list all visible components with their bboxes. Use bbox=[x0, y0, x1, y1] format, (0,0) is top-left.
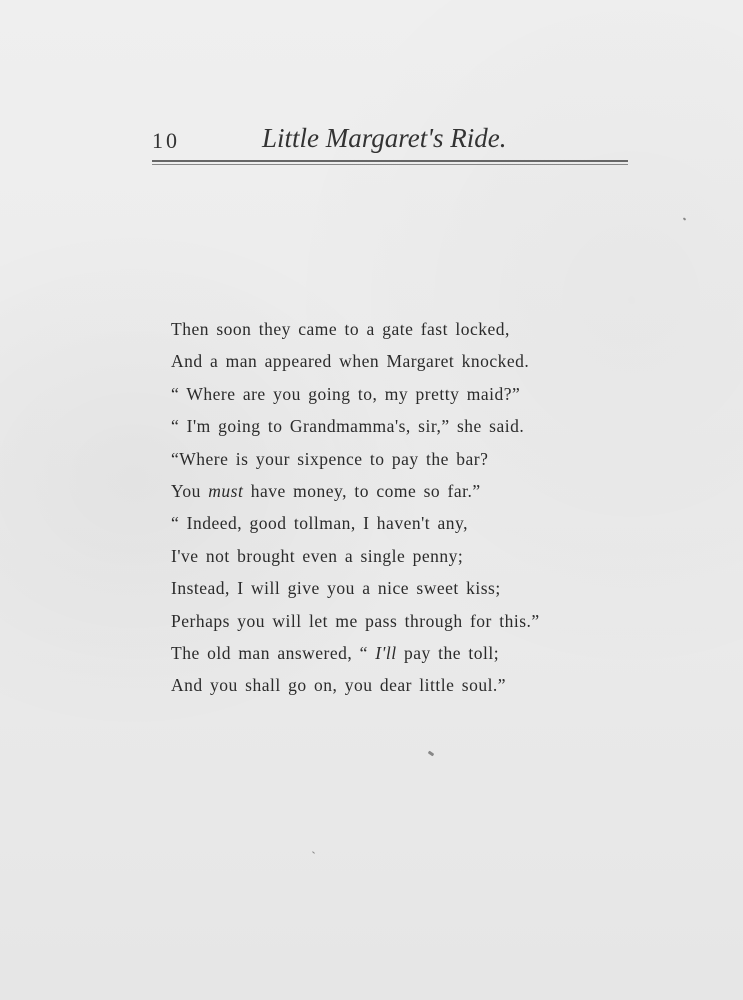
poem-line-11-start: The old man answered, “ bbox=[171, 643, 376, 664]
poem-line-11 bbox=[171, 637, 601, 669]
poem-line-8: I've not brought even a single penny; bbox=[171, 545, 464, 566]
poem-line-7: “ Indeed, good tollman, I haven't any, bbox=[171, 513, 468, 534]
poem-line-9: Instead, I will give you a nice sweet kiss; bbox=[171, 578, 501, 599]
poem-line-2: And a man appeared when Margaret knocked. bbox=[171, 351, 530, 372]
running-title: Little Margaret's Ride. bbox=[262, 123, 507, 153]
poem-line-4: “ I'm going to Grandmamma's, sir,” she said. bbox=[171, 416, 525, 437]
poem-line-11-end: pay the toll; bbox=[396, 643, 500, 664]
poem-line-5: “Where is your sixpence to pay the bar? bbox=[171, 448, 489, 469]
poem bbox=[171, 313, 601, 702]
paper-speck bbox=[312, 851, 315, 854]
paper-speck bbox=[683, 217, 687, 220]
page-header bbox=[152, 118, 628, 168]
poem-line-11-emphasis: I'll bbox=[375, 643, 397, 664]
poem-line-6-end: have money, to come so far.” bbox=[243, 481, 481, 502]
poem-line-3: “ Where are you going to, my pretty maid?” bbox=[171, 383, 521, 404]
poem-line-1: Then soon they came to a gate fast locked, bbox=[171, 319, 510, 339]
page-number: 10 bbox=[152, 128, 180, 153]
poem-line-6-emphasis: must bbox=[208, 481, 244, 502]
header-rule-thin bbox=[152, 164, 628, 165]
poem-line-10: Perhaps you will let me pass through for this.” bbox=[171, 610, 540, 631]
poem-line-12: And you shall go on, you dear little soul.” bbox=[171, 675, 507, 696]
poem-line-6 bbox=[171, 475, 601, 507]
paper-speck bbox=[428, 751, 435, 757]
poem-line-6-start: You bbox=[171, 481, 209, 502]
header-rule-thick bbox=[152, 160, 628, 162]
